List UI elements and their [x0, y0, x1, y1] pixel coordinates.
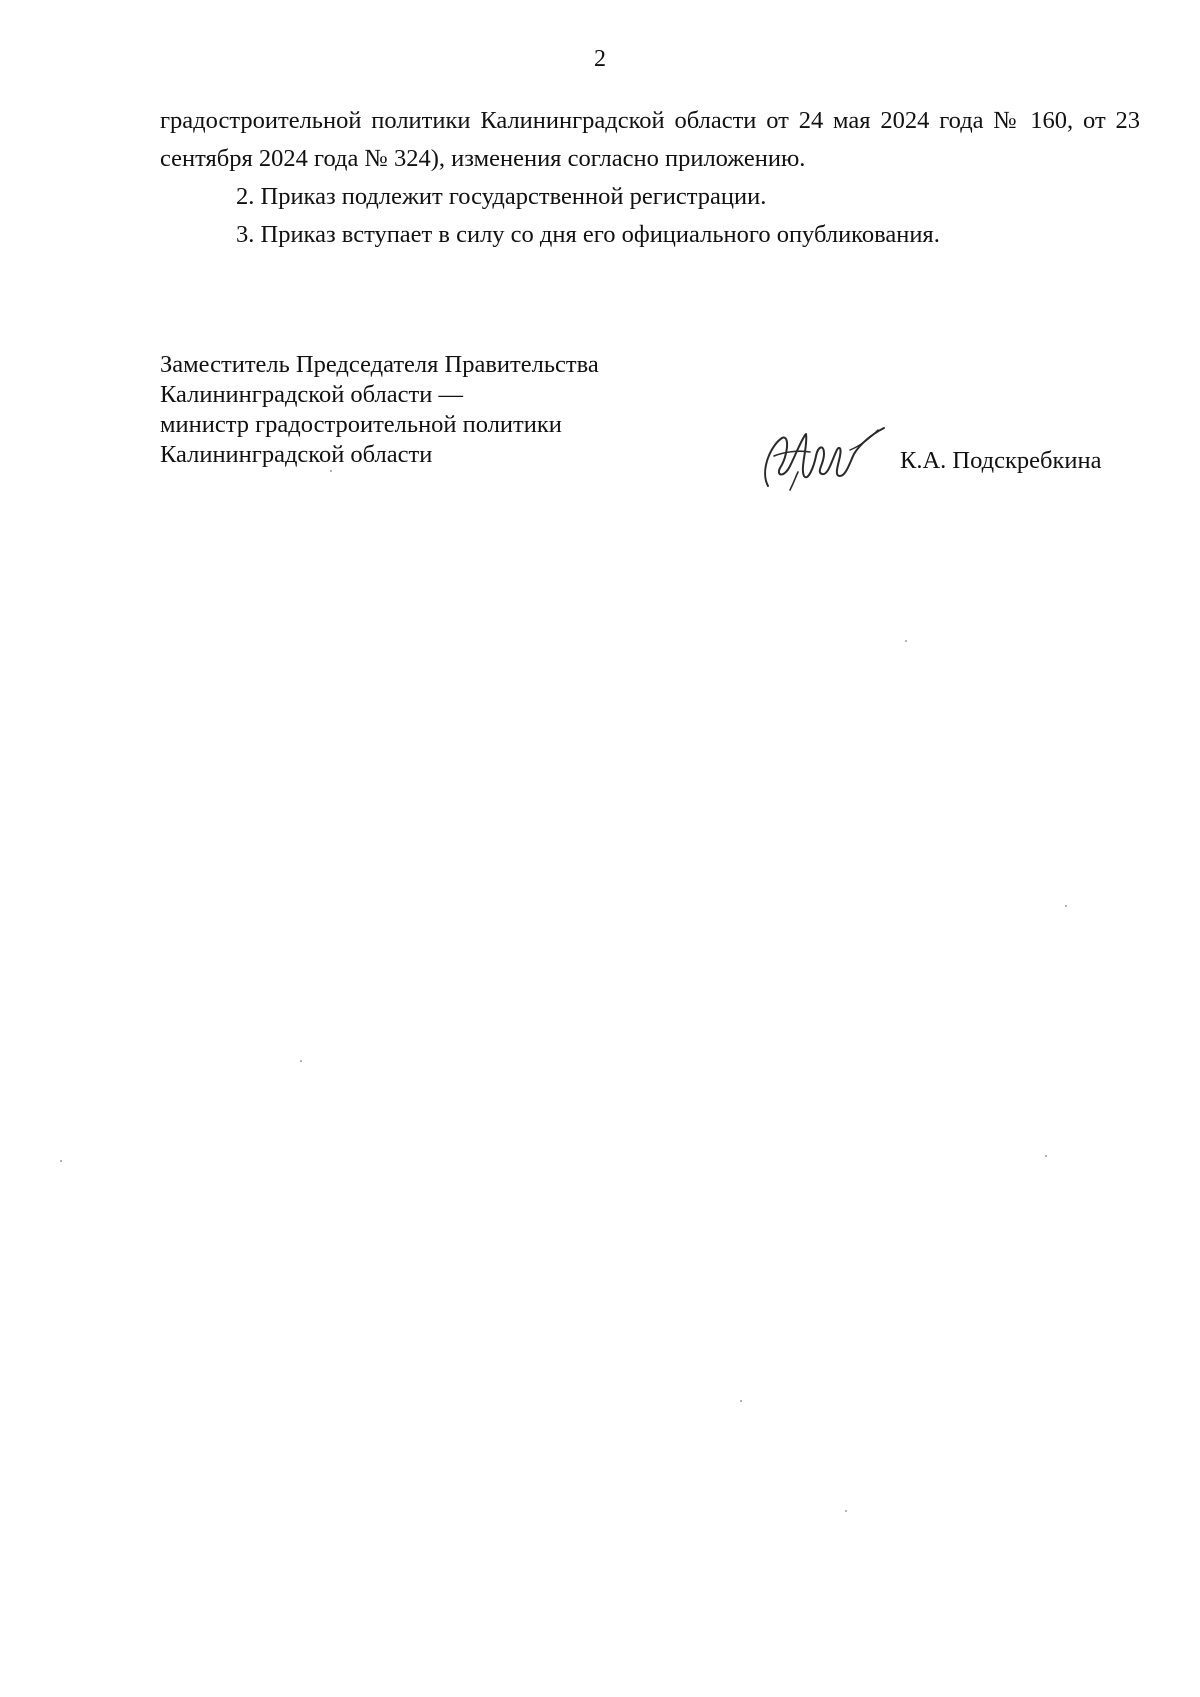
paragraph-item-2: 2. Приказ подлежит государственной регистрации.	[236, 183, 767, 210]
paragraph-continuation: градостроительной политики Калининградской области от 24 мая 2024 года № 160, от 23 сентября 2024 года № 324), изменения согласно приложению.	[160, 107, 1140, 172]
signature-block	[160, 350, 1140, 474]
signer-position-line: Калининградской области	[160, 441, 433, 468]
scan-speck	[330, 470, 332, 472]
scan-speck	[1065, 905, 1067, 907]
signer-position-line: Заместитель Председателя Правительства	[160, 351, 599, 378]
signer-position	[160, 350, 720, 470]
signer-position-line: Калининградской области —	[160, 381, 463, 408]
scan-speck	[1045, 1155, 1047, 1157]
scan-speck	[740, 1400, 742, 1402]
signature-stroke	[765, 428, 884, 486]
scan-speck	[60, 1160, 62, 1162]
signer-position-line: министр градостроительной политики	[160, 411, 562, 438]
paragraph-item-3: 3. Приказ вступает в силу со дня его официального опубликования.	[236, 221, 940, 248]
scan-speck	[300, 1060, 302, 1062]
signature-stroke	[790, 472, 798, 490]
signer-name: К.А. Подскребкина	[900, 447, 1102, 474]
body-text	[160, 102, 1140, 254]
page-number: 2	[594, 46, 606, 72]
scan-speck	[905, 640, 907, 642]
scan-speck	[845, 1510, 847, 1512]
handwritten-signature	[750, 416, 890, 496]
